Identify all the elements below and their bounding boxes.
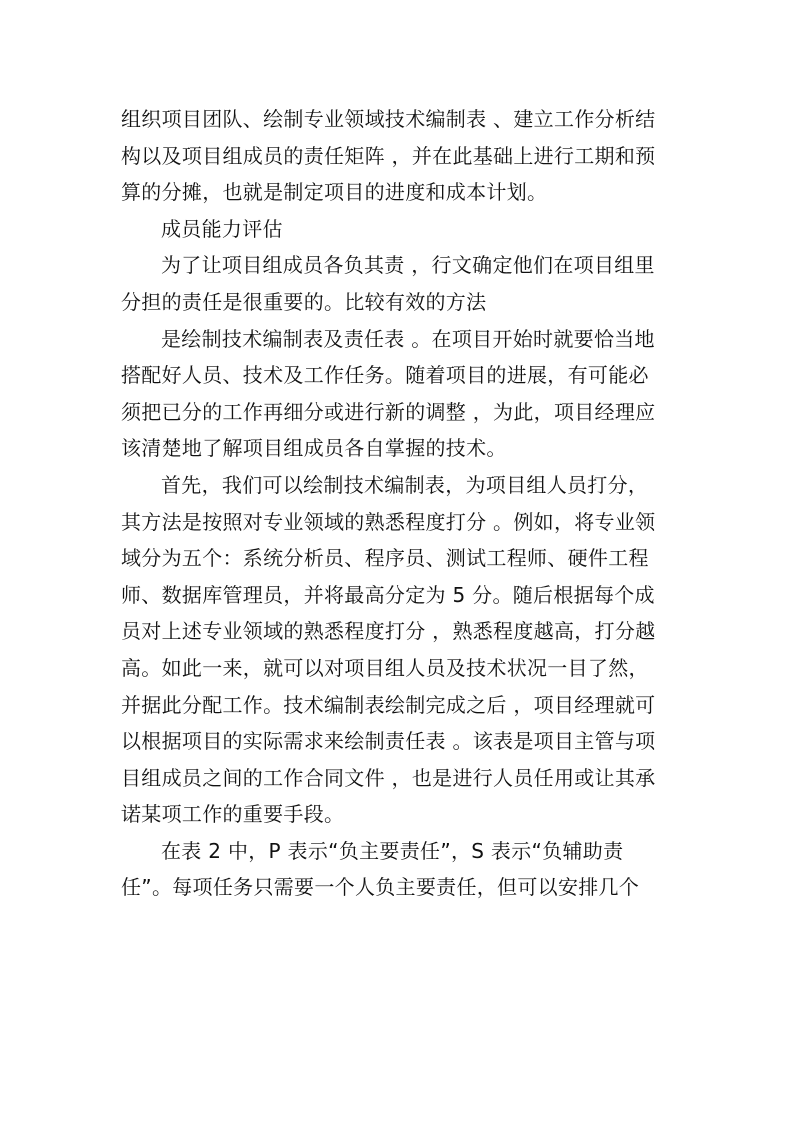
text-line: 为了让项目组成员各负其责 ，行文确定他们在项目组里 [161,253,655,278]
text-line: 是绘制技术编制表及责任表 。在项目开始时就要恰当地 [161,326,655,351]
text-line: 诺某项工作的重要手段。 [121,802,345,827]
text-line: 算的分摊，也就是制定项目的进度和成本计划。 [121,180,548,205]
text-line: 任”。每项任务只需要一个人负主要责任，但可以安排几个 [121,875,640,900]
text-line: 分担的责任是很重要的。比较有效的方法 [121,289,487,314]
text-line: 该清楚地了解项目组成员各自掌握的技术。 [121,436,507,461]
text-line: 搭配好人员、技术及工作任务。随着项目的进展，有可能必 [121,363,649,388]
text-line: 师、数据库管理员，并将最高分定为 5 分。随后根据每个成 [121,582,655,607]
text-line: 组织项目团队、绘制专业领域技术编制表 、建立工作分析结 [121,107,656,131]
text-line: 其方法是按照对专业领域的熟悉程度打分 。例如，将专业领 [121,509,656,534]
text-line: 并据此分配工作。技术编制表绘制完成之后 ，项目经理就可 [121,692,656,717]
text-line: 目组成员之间的工作合同文件 ，也是进行人员任用或让其承 [121,765,656,790]
text-line: 以根据项目的实际需求来绘制责任表 。该表是项目主管与项 [121,729,656,754]
text-line: 成员能力评估 [161,216,283,241]
text-line: 员对上述专业领域的熟悉程度打分 ，熟悉程度越高，打分越 [121,619,656,644]
text-line: 域分为五个：系统分析员、程序员、测试工程师、硬件工程 [121,546,649,571]
text-line: 首先，我们可以绘制技术编制表，为项目组人员打分， [161,472,649,497]
text-line: 在表 2 中，P 表示“负主要责任”，S 表示“负辅助责 [161,838,624,863]
text-line: 高。如此一来，就可以对项目组人员及技术状况一目了然， [121,655,649,680]
document-body [121,101,681,906]
text-line: 须把已分的工作再细分或进行新的调整 ，为此，项目经理应 [121,399,656,424]
text-line: 构以及项目组成员的责任矩阵 ，并在此基础上进行工期和预 [121,143,656,168]
